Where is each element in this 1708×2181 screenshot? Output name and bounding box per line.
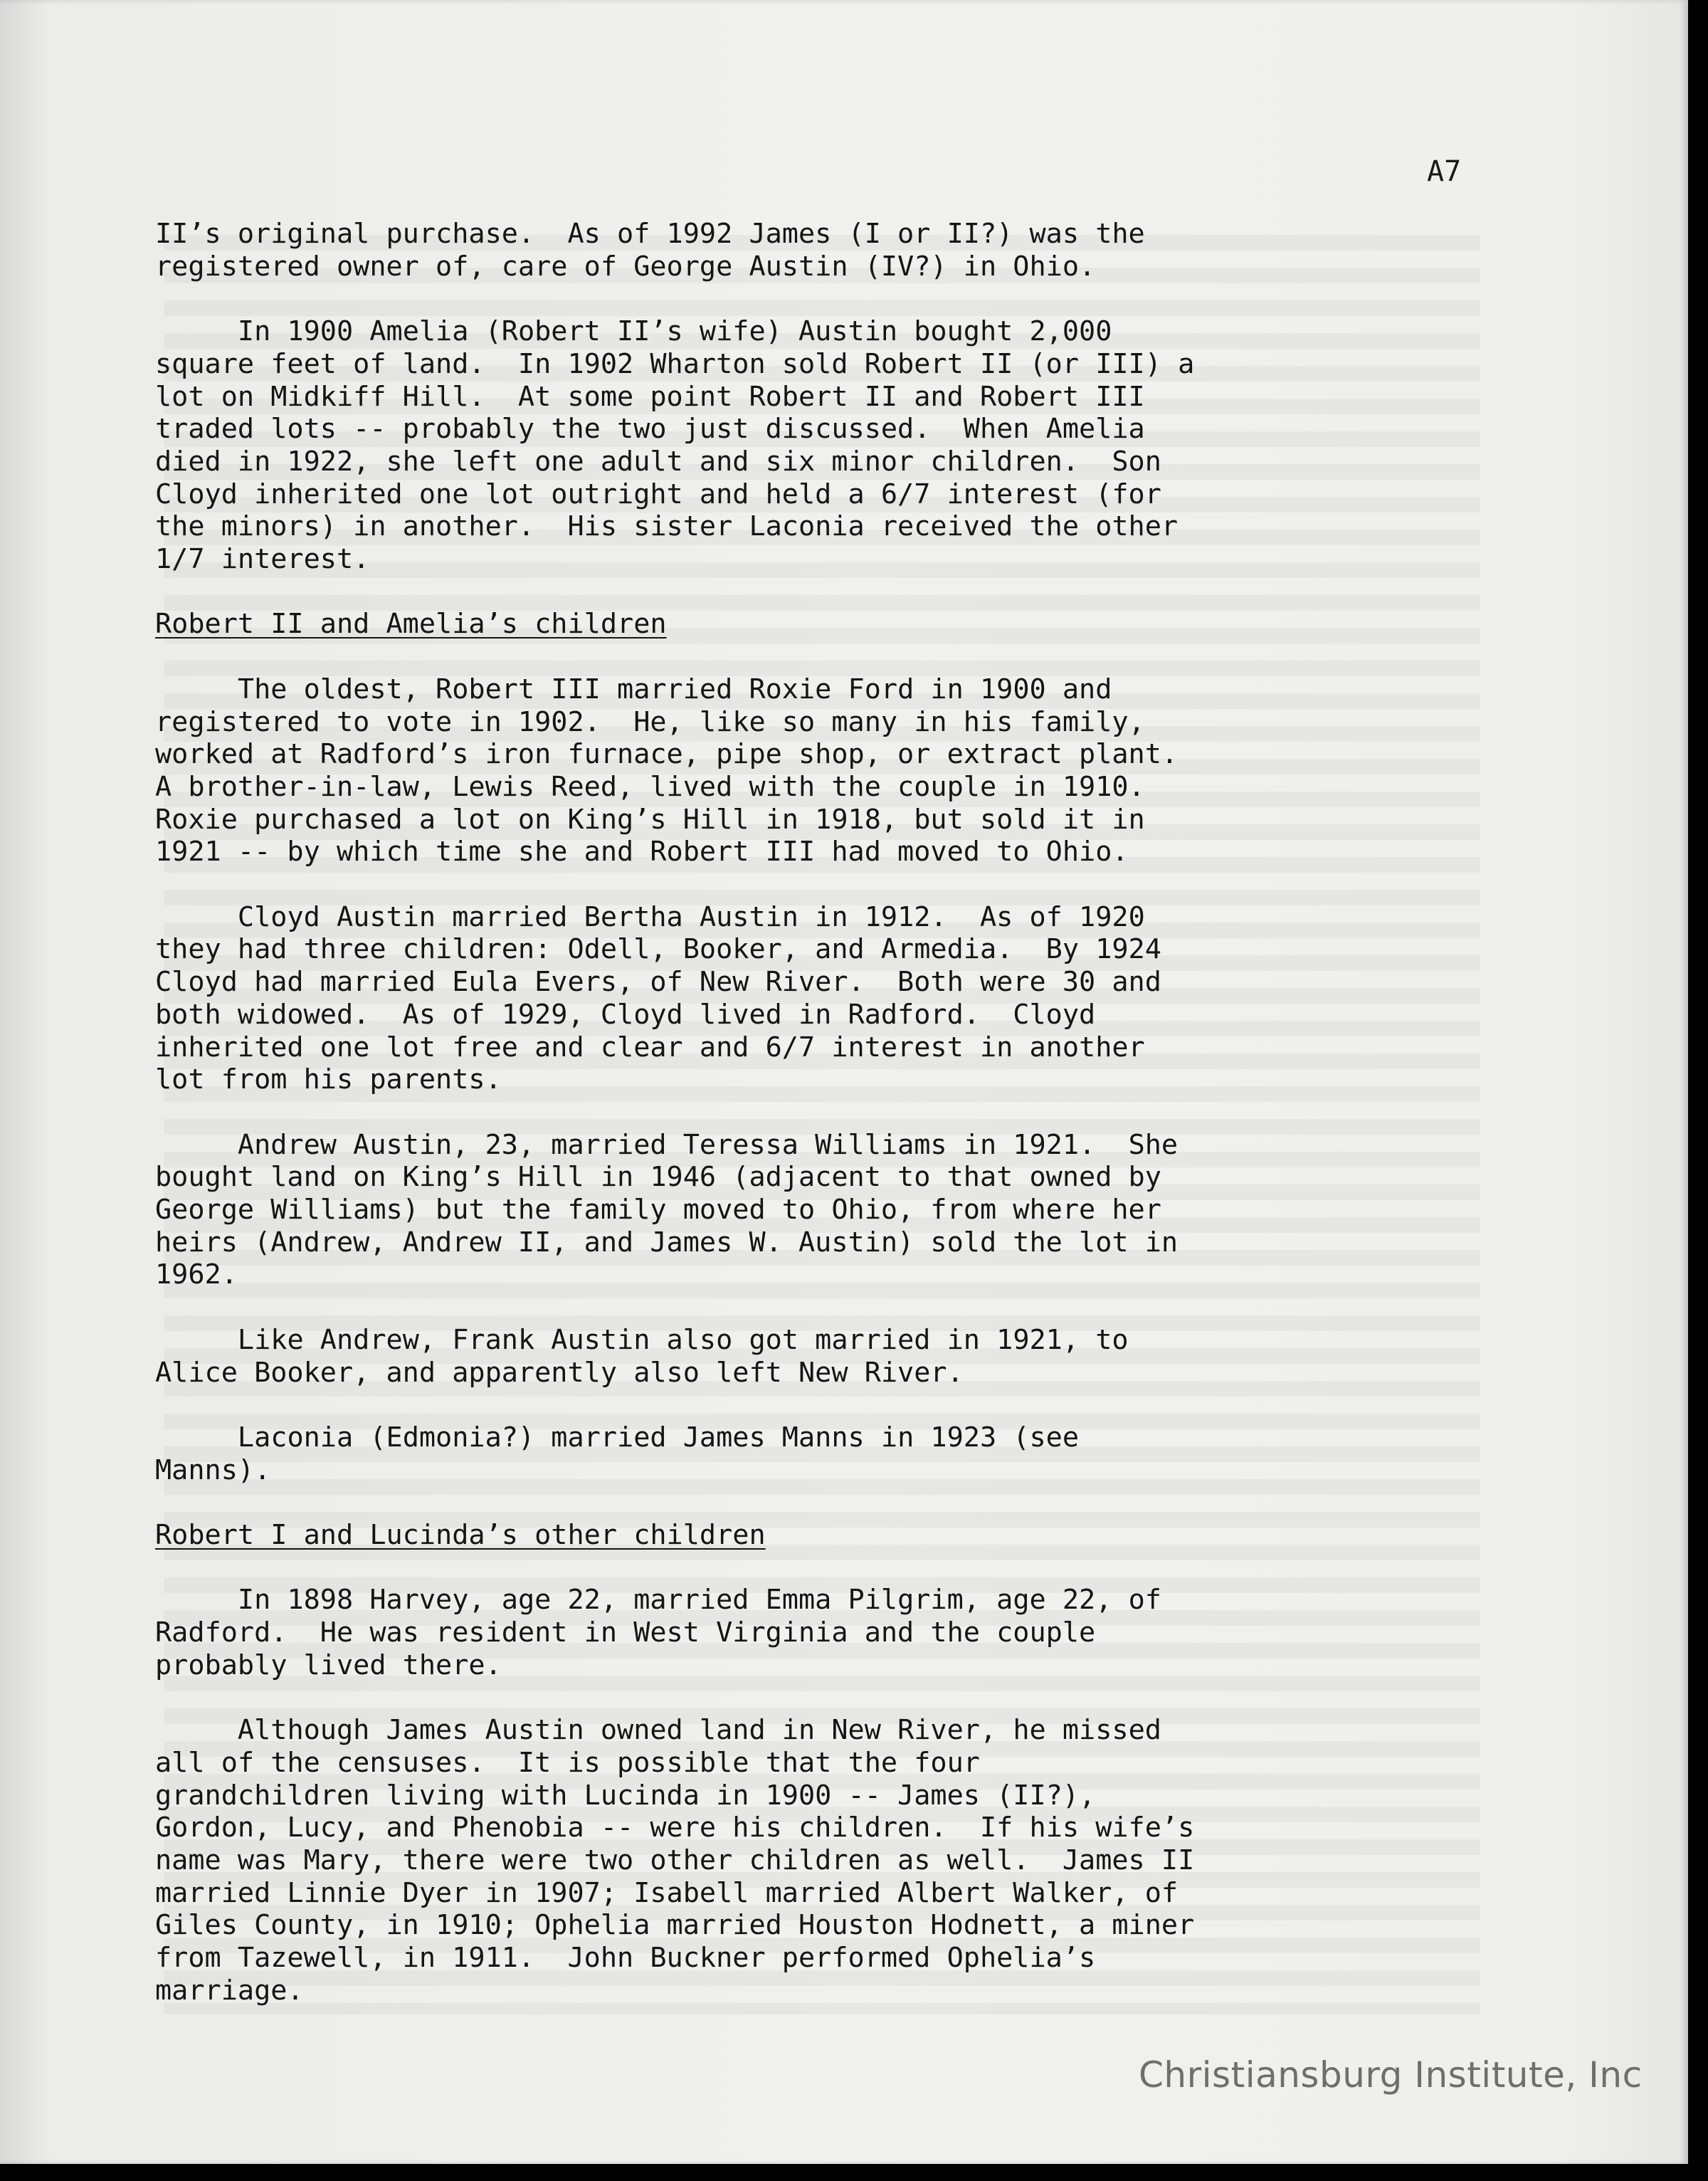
- section-heading-robert-ii-children: Robert II and Amelia’s children: [155, 608, 667, 641]
- scan-border-right: [1688, 0, 1708, 2181]
- page-number: A7: [1427, 155, 1462, 188]
- document-body: [155, 218, 1507, 2039]
- paragraph-cloyd-austin: Cloyd Austin married Bertha Austin in 1912. As of 1920 they had three children: Odell, Booker, and Armedia. By 1924 Cloyd had married Eula Evers, of New River. Both were 30 and both widowed. As of 1929, Cloyd lived in Radford. Cloyd inherited one lot free and clear and 6/7 interest in another lot from his parents.: [155, 900, 1161, 1096]
- paragraph-laconia: Laconia (Edmonia?) married James Manns in 1923 (see Manns).: [155, 1421, 1080, 1486]
- paragraph-frank-austin: Like Andrew, Frank Austin also got married in 1921, to Alice Booker, and apparently also left New River.: [155, 1323, 1129, 1389]
- watermark-text: Christiansburg Institute, Inc: [1139, 2054, 1643, 2096]
- paragraph-harvey: In 1898 Harvey, age 22, married Emma Pilgrim, age 22, of Radford. He was resident in West Virginia and the couple probably lived there.: [155, 1584, 1161, 1681]
- paragraph-james-austin: Although James Austin owned land in New River, he missed all of the censuses. It is possible that the four grandchildren living with Lucinda in 1900 -- James (II?), Gordon, Lucy, and Phenobia -- were his children. If his wife’s name was Mary, there were two other children as well. James II married Linnie Dyer in 1907; Isabell married Albert Walker, of Giles County, in 1910; Ophelia married Houston Hodnett, a miner from Tazewell, in 1911. John Buckner performed Ophelia’s marriage.: [155, 1714, 1195, 2007]
- paragraph-andrew-austin: Andrew Austin, 23, married Teressa Williams in 1921. She bought land on King’s Hill in 1946 (adjacent to that owned by George Williams) but the family moved to Ohio, from where her heirs (Andrew, Andrew II, and James W. Austin) sold the lot in 1962.: [155, 1128, 1179, 1291]
- scan-border-bottom: [0, 2164, 1708, 2181]
- paragraph-robert-iii: The oldest, Robert III married Roxie Ford in 1900 and registered to vote in 1902. He, like so many in his family, worked at Radford’s iron furnace, pipe shop, or extract plant. A brother-in-law, Lewis Reed, lived with the couple in 1910. Roxie purchased a lot on King’s Hill in 1918, but sold it in 1921 -- by which time she and Robert III had moved to Ohio.: [155, 673, 1179, 868]
- section-heading-robert-i-children: Robert I and Lucinda’s other children: [155, 1519, 766, 1551]
- paragraph-amelia-land: In 1900 Amelia (Robert II’s wife) Austin bought 2,000 square feet of land. In 1902 Wharton sold Robert II (or III) a lot on Midkiff Hill. At some point Robert II and Robert III traded lots -- probably the two just discussed. When Amelia died in 1922, she left one adult and six minor children. Son Cloyd inherited one lot outright and held a 6/7 interest (for the minors) in another. His sister Laconia received the other 1/7 interest.: [155, 315, 1195, 576]
- paragraph-purchase-continuation: II’s original purchase. As of 1992 James (I or II?) was the registered owner of, care of George Austin (IV?) in Ohio.: [155, 218, 1145, 283]
